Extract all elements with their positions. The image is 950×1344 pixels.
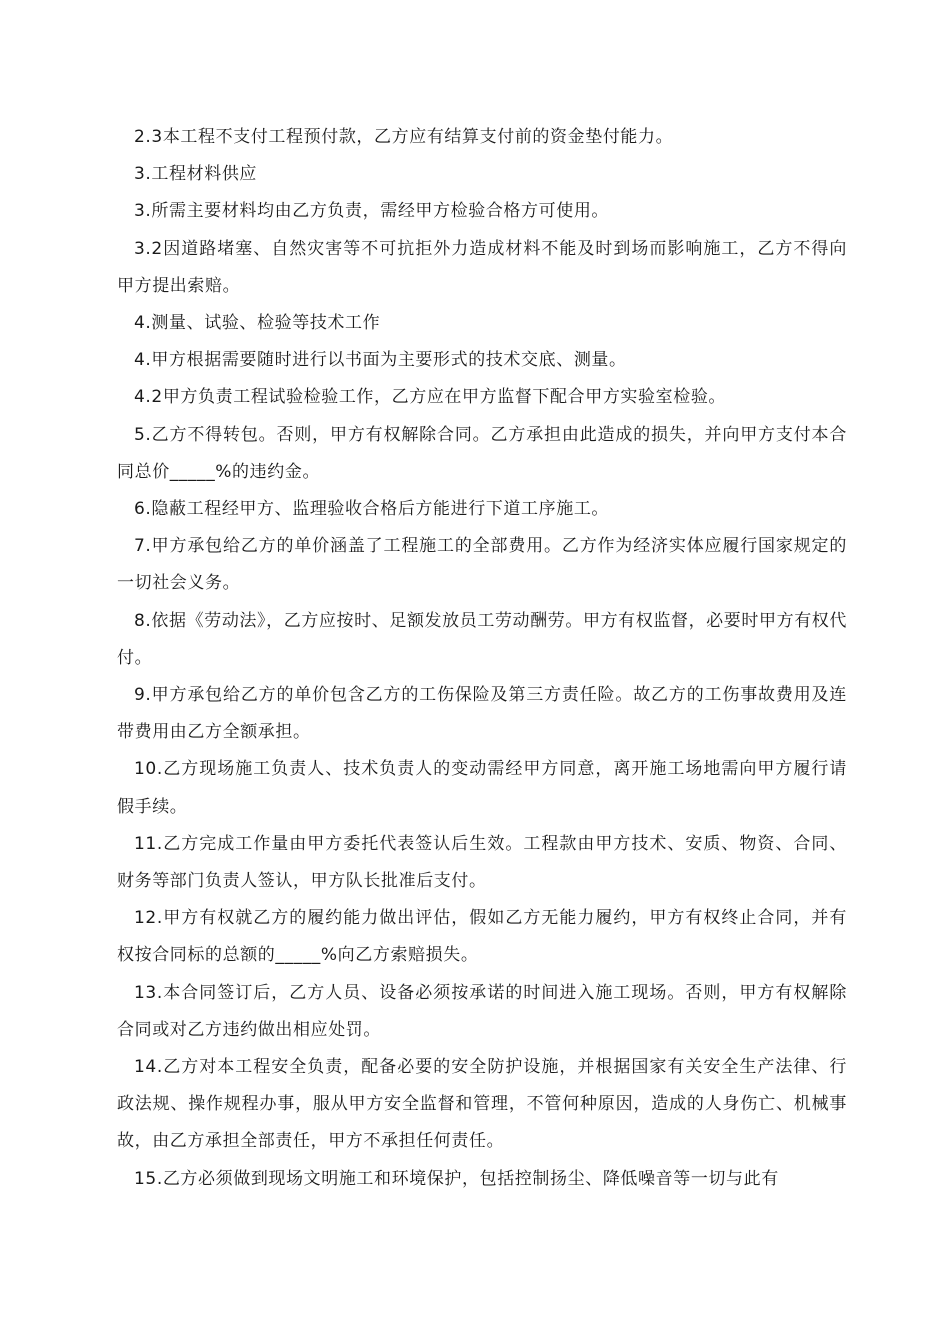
clause-4-2: 4.2甲方负责工程试验检验工作，乙方应在甲方监督下配合甲方实验室检验。 <box>134 387 727 408</box>
clause-7: 7.甲方承包给乙方的单价涵盖了工程施工的全部费用。乙方作为经济实体应履行国家规定的一切社会义务。 <box>117 536 847 594</box>
clause-5: 5.乙方不得转包。否则，甲方有权解除合同。乙方承担由此造成的损失，并向甲方支付本合同总价_____%的违约金。 <box>117 424 847 482</box>
clause-2-3: 2.3本工程不支付工程预付款，乙方应有结算支付前的资金垫付能力。 <box>134 127 674 147</box>
contract-body <box>117 119 847 1198</box>
clause-14: 14.乙方对本工程安全负责，配备必要的安全防护设施，并根据国家有关安全生产法律、行政法规、操作规程办事，服从甲方安全监督和管理，不管何种原因，造成的人身伤亡、机械事故，由乙方承担全部责任，甲方不承担任何责任。 <box>117 1057 847 1152</box>
clause-6: 6.隐蔽工程经甲方、监理验收合格后方能进行下道工序施工。 <box>134 499 610 520</box>
clause-8: 8.依据《劳动法》，乙方应按时、足额发放员工劳动酬劳。甲方有权监督，必要时甲方有权代付。 <box>117 610 847 668</box>
section-heading-technical: 4.测量、试验、检验等技术工作 <box>134 313 381 334</box>
clause-15: 15.乙方必须做到现场文明施工和环境保护，包括控制扬尘、降低噪音等一切与此有 <box>134 1168 779 1189</box>
clause-4-1: 4.甲方根据需要随时进行以书面为主要形式的技术交底、测量。 <box>134 350 627 371</box>
clause-9: 9.甲方承包给乙方的单价包含乙方的工伤保险及第三方责任险。故乙方的工伤事故费用及连带费用由乙方全额承担。 <box>117 685 847 743</box>
clause-3-2: 3.2因道路堵塞、自然灾害等不可抗拒外力造成材料不能及时到场而影响施工，乙方不得向甲方提出索赔。 <box>117 238 847 296</box>
clause-11: 11.乙方完成工作量由甲方委托代表签认后生效。工程款由甲方技术、安质、物资、合同、财务等部门负责人签认，甲方队长批准后支付。 <box>117 833 847 892</box>
clause-13: 13.本合同签订后，乙方人员、设备必须按承诺的时间进入施工现场。否则，甲方有权解除合同或对乙方违约做出相应处罚。 <box>117 982 847 1040</box>
section-heading-materials: 3.工程材料供应 <box>134 164 258 185</box>
clause-3-1: 3.所需主要材料均由乙方负责，需经甲方检验合格方可使用。 <box>134 201 610 222</box>
clause-10: 10.乙方现场施工负责人、技术负责人的变动需经甲方同意，离开施工场地需向甲方履行请假手续。 <box>117 759 847 817</box>
clause-12: 12.甲方有权就乙方的履约能力做出评估，假如乙方无能力履约，甲方有权终止合同，并有权按合同标的总额的_____%向乙方索赔损失。 <box>117 908 847 966</box>
